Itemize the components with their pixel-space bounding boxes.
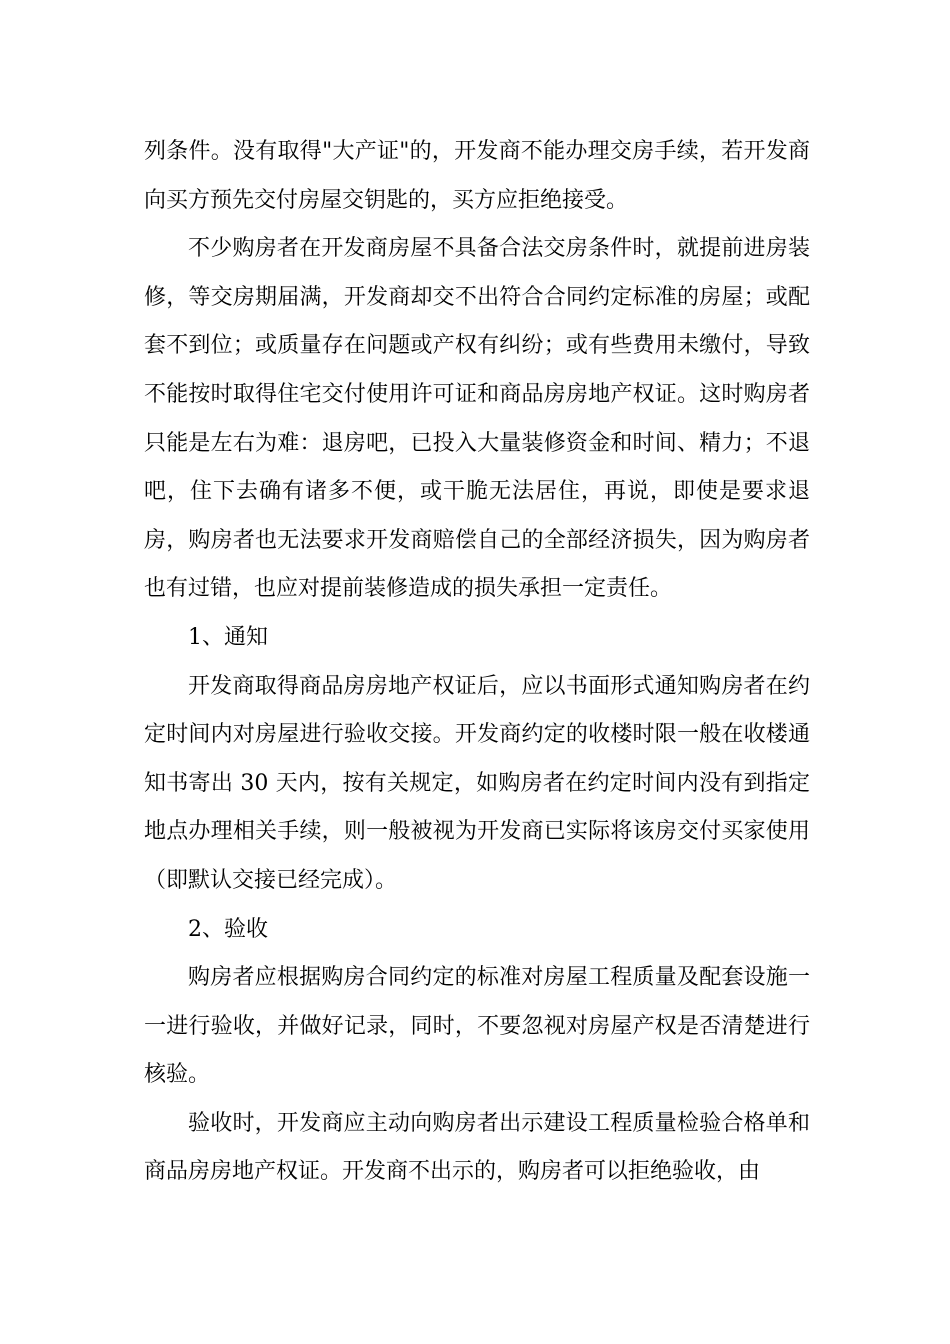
paragraph-continuation: 列条件。没有取得"大产证"的，开发商不能办理交房手续，若开发商向买方预先交付房屋交钥匙的，买方应拒绝接受。 — [144, 139, 810, 213]
paragraph-early-renovation: 不少购房者在开发商房屋不具备合法交房条件时，就提前进房装修，等交房期届满，开发商却交不出符合合同约定标准的房屋；或配套不到位；或质量存在问题或产权有纠纷；或有些费用未缴付，导致不能按时取得住宅交付使用许可证和商品房房地产权证。这时购房者只能是左右为难：退房吧，已投入大量装修资金和时间、精力；不退吧，住下去确有诸多不便，或干脆无法居住，再说，即使是要求退房，购房者也无法要求开发商赔偿自己的全部经济损失，因为购房者也有过错，也应对提前装修造成的损失承担一定责任。 — [144, 236, 810, 602]
paragraph-notice: 开发商取得商品房房地产权证后，应以书面形式通知购房者在约定时间内对房屋进行验收交接。开发商约定的收楼时限一般在收楼通知书寄出 30 天内，按有关规定，如购房者在约定时间内没有到指定地点办理相关手续，则一般被视为开发商已实际将该房交付买家使用（即默认交接已经完成）。 — [144, 673, 810, 893]
document-page — [144, 128, 810, 1197]
section-heading-inspection: 2、验收 — [188, 916, 268, 942]
paragraph-inspection: 购房者应根据购房合同约定的标准对房屋工程质量及配套设施一一进行验收，并做好记录，同时，不要忽视对房屋产权是否清楚进行核验。 — [144, 965, 810, 1088]
paragraph-inspection-documents: 验收时，开发商应主动向购房者出示建设工程质量检验合格单和商品房房地产权证。开发商不出示的，购房者可以拒绝验收，由 — [144, 1110, 810, 1185]
section-heading-notice: 1、通知 — [188, 624, 268, 650]
